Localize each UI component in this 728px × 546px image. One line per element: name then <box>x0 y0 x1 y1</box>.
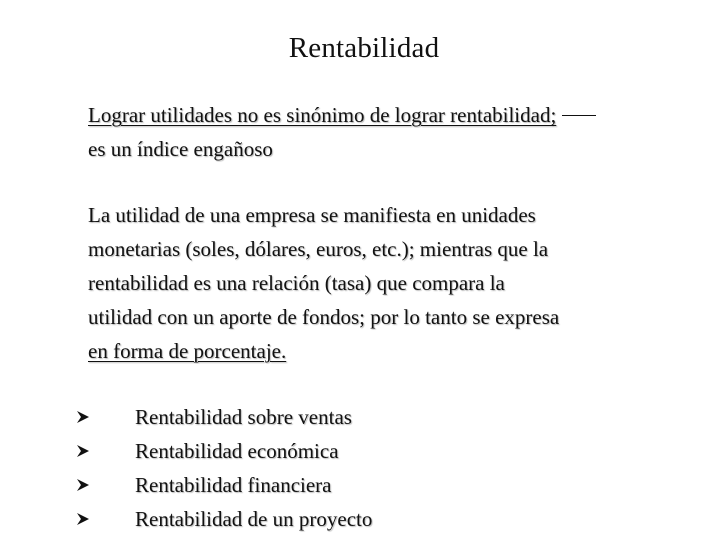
underline-trail <box>562 115 596 116</box>
list-item-label: Rentabilidad económica <box>135 439 339 463</box>
intro-block <box>88 98 596 166</box>
arrow-right-icon <box>76 410 90 424</box>
arrow-right-icon <box>76 512 90 526</box>
paragraph-line: en forma de porcentaje. <box>88 339 287 363</box>
paragraph-line: monetarias (soles, dólares, euros, etc.); mientras que la <box>88 237 549 261</box>
paragraph-line: La utilidad de una empresa se manifiesta en unidades <box>88 203 536 227</box>
list-item-label: Rentabilidad de un proyecto <box>135 507 373 531</box>
list-item-label: Rentabilidad financiera <box>135 473 332 497</box>
arrow-right-icon <box>76 444 90 458</box>
paragraph-line: utilidad con un aporte de fondos; por lo tanto se expresa <box>88 305 560 329</box>
intro-line-1 <box>88 98 596 132</box>
arrow-right-icon <box>76 478 90 492</box>
intro-line-2: es un índice engañoso <box>88 137 273 161</box>
intro-line-1-text: Lograr utilidades no es sinónimo de lograr rentabilidad; <box>88 103 557 127</box>
definition-paragraph <box>88 198 559 368</box>
list-item-label: Rentabilidad sobre ventas <box>135 405 352 429</box>
slide-title: Rentabilidad <box>288 32 440 64</box>
paragraph-line: rentabilidad es una relación (tasa) que compara la <box>88 271 505 295</box>
